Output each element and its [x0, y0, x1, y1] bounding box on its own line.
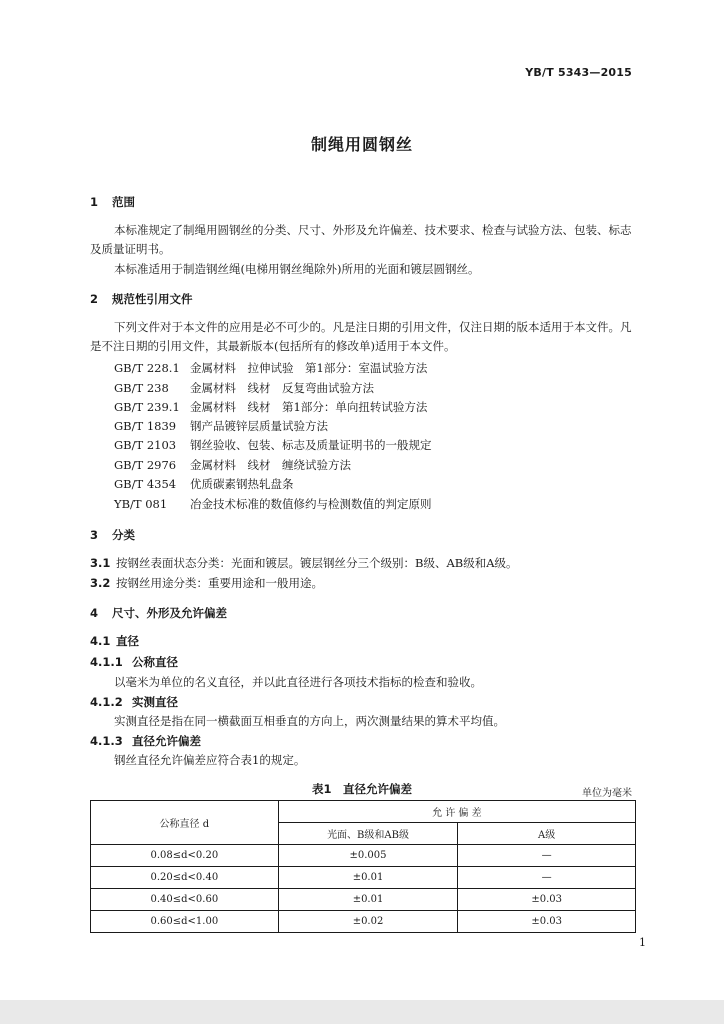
header-plain-b-ab: 光面、B级和AB级 — [278, 823, 458, 845]
reference-item — [114, 476, 294, 492]
section-4-heading — [90, 605, 227, 621]
subsection-4-1-heading — [90, 633, 139, 649]
scan-edge-band — [0, 1000, 724, 1024]
section-1-paragraph-1: 本标准规定了制绳用圆钢丝的分类、尺寸、外形及允许偏差、技术要求、检查与试验方法、包装、标志及质量证明书。 — [90, 223, 632, 256]
clause-3-2 — [90, 575, 323, 591]
cell-tolerance-plain: ±0.02 — [278, 911, 458, 933]
section-number: 2 — [90, 292, 99, 306]
cell-tolerance-plain: ±0.005 — [278, 845, 458, 867]
cell-tolerance-a: ±0.03 — [458, 889, 636, 911]
clause-text: 按钢丝表面状态分类：光面和镀层。镀层钢丝分三个级别：B级、AB级和A级。 — [116, 556, 518, 570]
section-1-paragraph-2: 本标准适用于制造钢丝绳(电梯用钢丝绳除外)所用的光面和镀层圆钢丝。 — [114, 262, 480, 276]
reference-title: 钢产品镀锌层质量试验方法 — [190, 419, 328, 433]
reference-title: 金属材料 线材 反复弯曲试验方法 — [190, 381, 374, 395]
table-header-row — [91, 801, 636, 823]
section-title: 范围 — [112, 195, 135, 209]
cell-diameter-range: 0.60≤d<1.00 — [91, 911, 279, 933]
reference-title: 金属材料 线材 第1部分：单向扭转试验方法 — [190, 400, 428, 414]
clause-text: 按钢丝用途分类：重要用途和一般用途。 — [116, 576, 323, 590]
standard-code: YB/T 5343—2015 — [525, 66, 632, 79]
reference-code: GB/T 2976 — [114, 458, 177, 472]
subsection-title: 实测直径 — [132, 695, 178, 709]
subsection-number: 4.1.2 — [90, 695, 123, 709]
subsection-4-1-3-paragraph: 钢丝直径允许偏差应符合表1的规定。 — [114, 753, 306, 767]
clause-number: 3.1 — [90, 556, 111, 570]
clause-number: 3.2 — [90, 576, 111, 590]
reference-title: 优质碳素钢热轧盘条 — [190, 477, 294, 491]
subsection-title: 直径 — [116, 634, 139, 648]
page-number: 1 — [639, 936, 646, 949]
section-1-heading — [90, 194, 135, 210]
reference-code: GB/T 1839 — [114, 419, 177, 433]
reference-item — [114, 418, 328, 434]
table-row — [91, 867, 636, 889]
reference-title: 金属材料 线材 缠绕试验方法 — [190, 458, 351, 472]
reference-code: GB/T 228.1 — [114, 361, 180, 375]
subsection-4-1-3-heading — [90, 733, 201, 749]
reference-code: GB/T 2103 — [114, 438, 177, 452]
diameter-tolerance-table — [90, 800, 636, 933]
subsection-number: 4.1 — [90, 634, 111, 648]
table-unit: 单位为毫米 — [582, 788, 632, 799]
section-number: 4 — [90, 606, 99, 620]
subsection-title: 直径允许偏差 — [132, 734, 201, 748]
section-title: 分类 — [112, 528, 135, 542]
header-diameter: 公称直径 d — [91, 801, 279, 845]
subsection-number: 4.1.3 — [90, 734, 123, 748]
section-2-paragraph-1: 下列文件对于本文件的应用是必不可少的。凡是注日期的引用文件，仅注日期的版本适用于本文件。凡是不注日期的引用文件，其最新版本(包括所有的修改单)适用于本文件。 — [90, 320, 632, 353]
cell-tolerance-a: ±0.03 — [458, 911, 636, 933]
reference-code: GB/T 4354 — [114, 477, 177, 491]
table-row — [91, 911, 636, 933]
cell-diameter-range: 0.40≤d<0.60 — [91, 889, 279, 911]
subsection-number: 4.1.1 — [90, 655, 123, 669]
table-row — [91, 889, 636, 911]
section-number: 3 — [90, 528, 99, 542]
section-title: 尺寸、外形及允许偏差 — [112, 606, 227, 620]
reference-item — [114, 360, 427, 376]
reference-title: 冶金技术标准的数值修约与检测数值的判定原则 — [190, 497, 432, 511]
cell-tolerance-plain: ±0.01 — [278, 889, 458, 911]
reference-title: 金属材料 拉伸试验 第1部分：室温试验方法 — [190, 361, 428, 375]
cell-tolerance-a: — — [458, 845, 636, 867]
subsection-4-1-1-paragraph: 以毫米为单位的名义直径，并以此直径进行各项技术指标的检查和验收。 — [114, 675, 482, 689]
table-row — [91, 845, 636, 867]
reference-item — [114, 437, 432, 453]
section-title: 规范性引用文件 — [112, 292, 193, 306]
reference-item — [114, 380, 374, 396]
reference-item — [114, 457, 351, 473]
reference-code: GB/T 239.1 — [114, 400, 180, 414]
reference-code: YB/T 081 — [114, 497, 168, 511]
reference-item — [114, 399, 427, 415]
cell-diameter-range: 0.20≤d<0.40 — [91, 867, 279, 889]
section-number: 1 — [90, 195, 99, 209]
table-caption: 表1 直径允许偏差 — [311, 782, 412, 796]
header-tolerance: 允 许 偏 差 — [278, 801, 635, 823]
header-a-grade: A级 — [458, 823, 636, 845]
reference-code: GB/T 238 — [114, 381, 169, 395]
subsection-4-1-2-heading — [90, 694, 178, 710]
cell-diameter-range: 0.08≤d<0.20 — [91, 845, 279, 867]
cell-tolerance-a: — — [458, 867, 636, 889]
clause-3-1 — [90, 555, 518, 571]
reference-title: 钢丝验收、包装、标志及质量证明书的一般规定 — [190, 438, 432, 452]
section-3-heading — [90, 527, 135, 543]
subsection-title: 公称直径 — [132, 655, 178, 669]
subsection-4-1-1-heading — [90, 654, 178, 670]
subsection-4-1-2-paragraph: 实测直径是指在同一横截面互相垂直的方向上，两次测量结果的算术平均值。 — [114, 714, 505, 728]
cell-tolerance-plain: ±0.01 — [278, 867, 458, 889]
section-2-heading — [90, 291, 193, 307]
reference-item — [114, 496, 432, 512]
document-title: 制绳用圆钢丝 — [310, 135, 413, 154]
